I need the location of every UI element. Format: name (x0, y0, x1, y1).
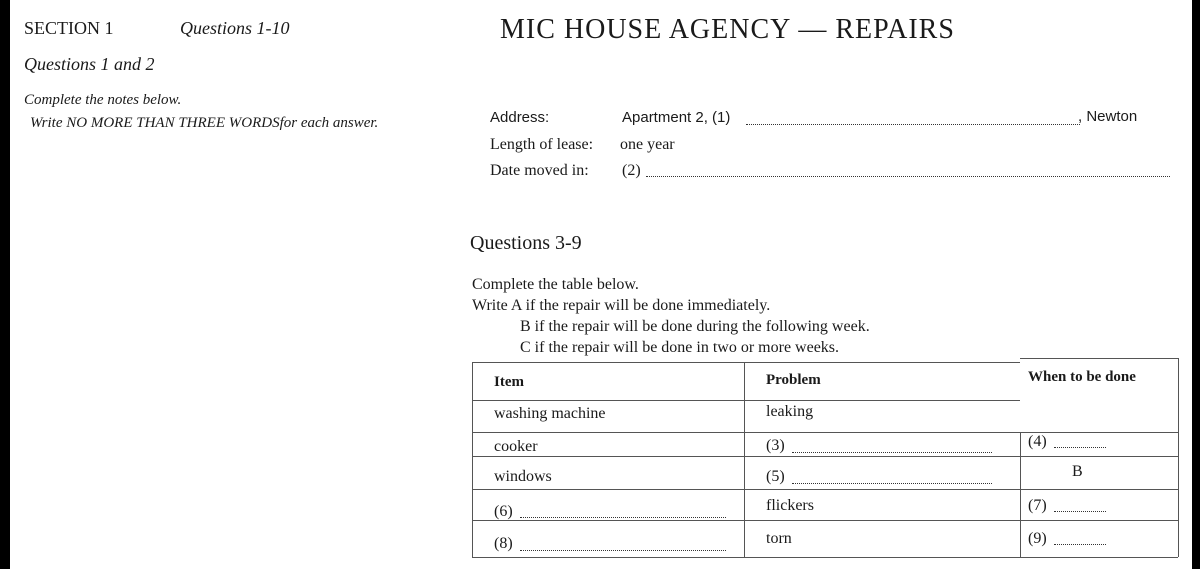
answer-8-blank[interactable] (520, 550, 726, 551)
page-title: MIC HOUSE AGENCY — REPAIRS (500, 14, 955, 45)
table-cell-item: (6) (494, 503, 513, 520)
part2-instruction-1: Complete the table below. (472, 276, 639, 293)
part2-heading: Questions 3-9 (470, 232, 582, 254)
part2-instruction-a: Write A if the repair will be done immediately. (472, 297, 771, 314)
lease-value: one year (620, 136, 675, 153)
part1-instruction-2: Write NO MORE THAN THREE WORDSfor each answer. (30, 115, 379, 131)
answer-5-blank[interactable] (792, 483, 992, 484)
table-cell-item: washing machine (494, 405, 606, 422)
table-cell-item: windows (494, 468, 552, 485)
table-cell-when: (7) (1028, 497, 1047, 514)
lease-label: Length of lease: (490, 136, 594, 153)
table-cell-item: cooker (494, 438, 538, 455)
questions-range: Questions 1-10 (180, 18, 290, 38)
table-header-when: When to be done (1028, 369, 1136, 385)
table-cell-problem: (3) (766, 437, 785, 454)
address-prefix: Apartment 2, (1) (622, 109, 731, 126)
answer-2-blank[interactable] (646, 176, 1170, 177)
moved-value: (2) (622, 162, 641, 179)
address-label: Address: (490, 109, 550, 126)
part1-heading: Questions 1 and 2 (24, 54, 155, 74)
answer-7-blank[interactable] (1054, 511, 1106, 512)
answer-3-blank[interactable] (792, 452, 992, 453)
table-cell-problem: flickers (766, 497, 814, 514)
table-cell-when: (9) (1028, 530, 1047, 547)
moved-label: Date moved in: (490, 162, 589, 179)
table-header-problem: Problem (766, 372, 821, 388)
table-cell-problem: (5) (766, 468, 785, 485)
answer-9-blank[interactable] (1054, 544, 1106, 545)
table-cell-problem: leaking (766, 403, 814, 420)
part1-instruction-1: Complete the notes below. (24, 92, 182, 108)
table-cell-problem: torn (766, 530, 792, 547)
address-suffix: , Newton (1078, 108, 1138, 125)
table-header-item: Item (494, 374, 524, 390)
section-label: SECTION 1 (24, 18, 114, 38)
part2-instruction-b: B if the repair will be done during the following week. (520, 318, 870, 335)
table-cell-item: (8) (494, 535, 513, 552)
answer-1-blank[interactable] (746, 124, 1080, 125)
answer-4-blank[interactable] (1054, 447, 1106, 448)
answer-6-blank[interactable] (520, 517, 726, 518)
table-cell-when: (4) (1028, 433, 1047, 450)
part2-instruction-c: C if the repair will be done in two or more weeks. (520, 339, 840, 356)
worksheet (10, 0, 1192, 569)
table-cell-when: B (1072, 463, 1083, 480)
